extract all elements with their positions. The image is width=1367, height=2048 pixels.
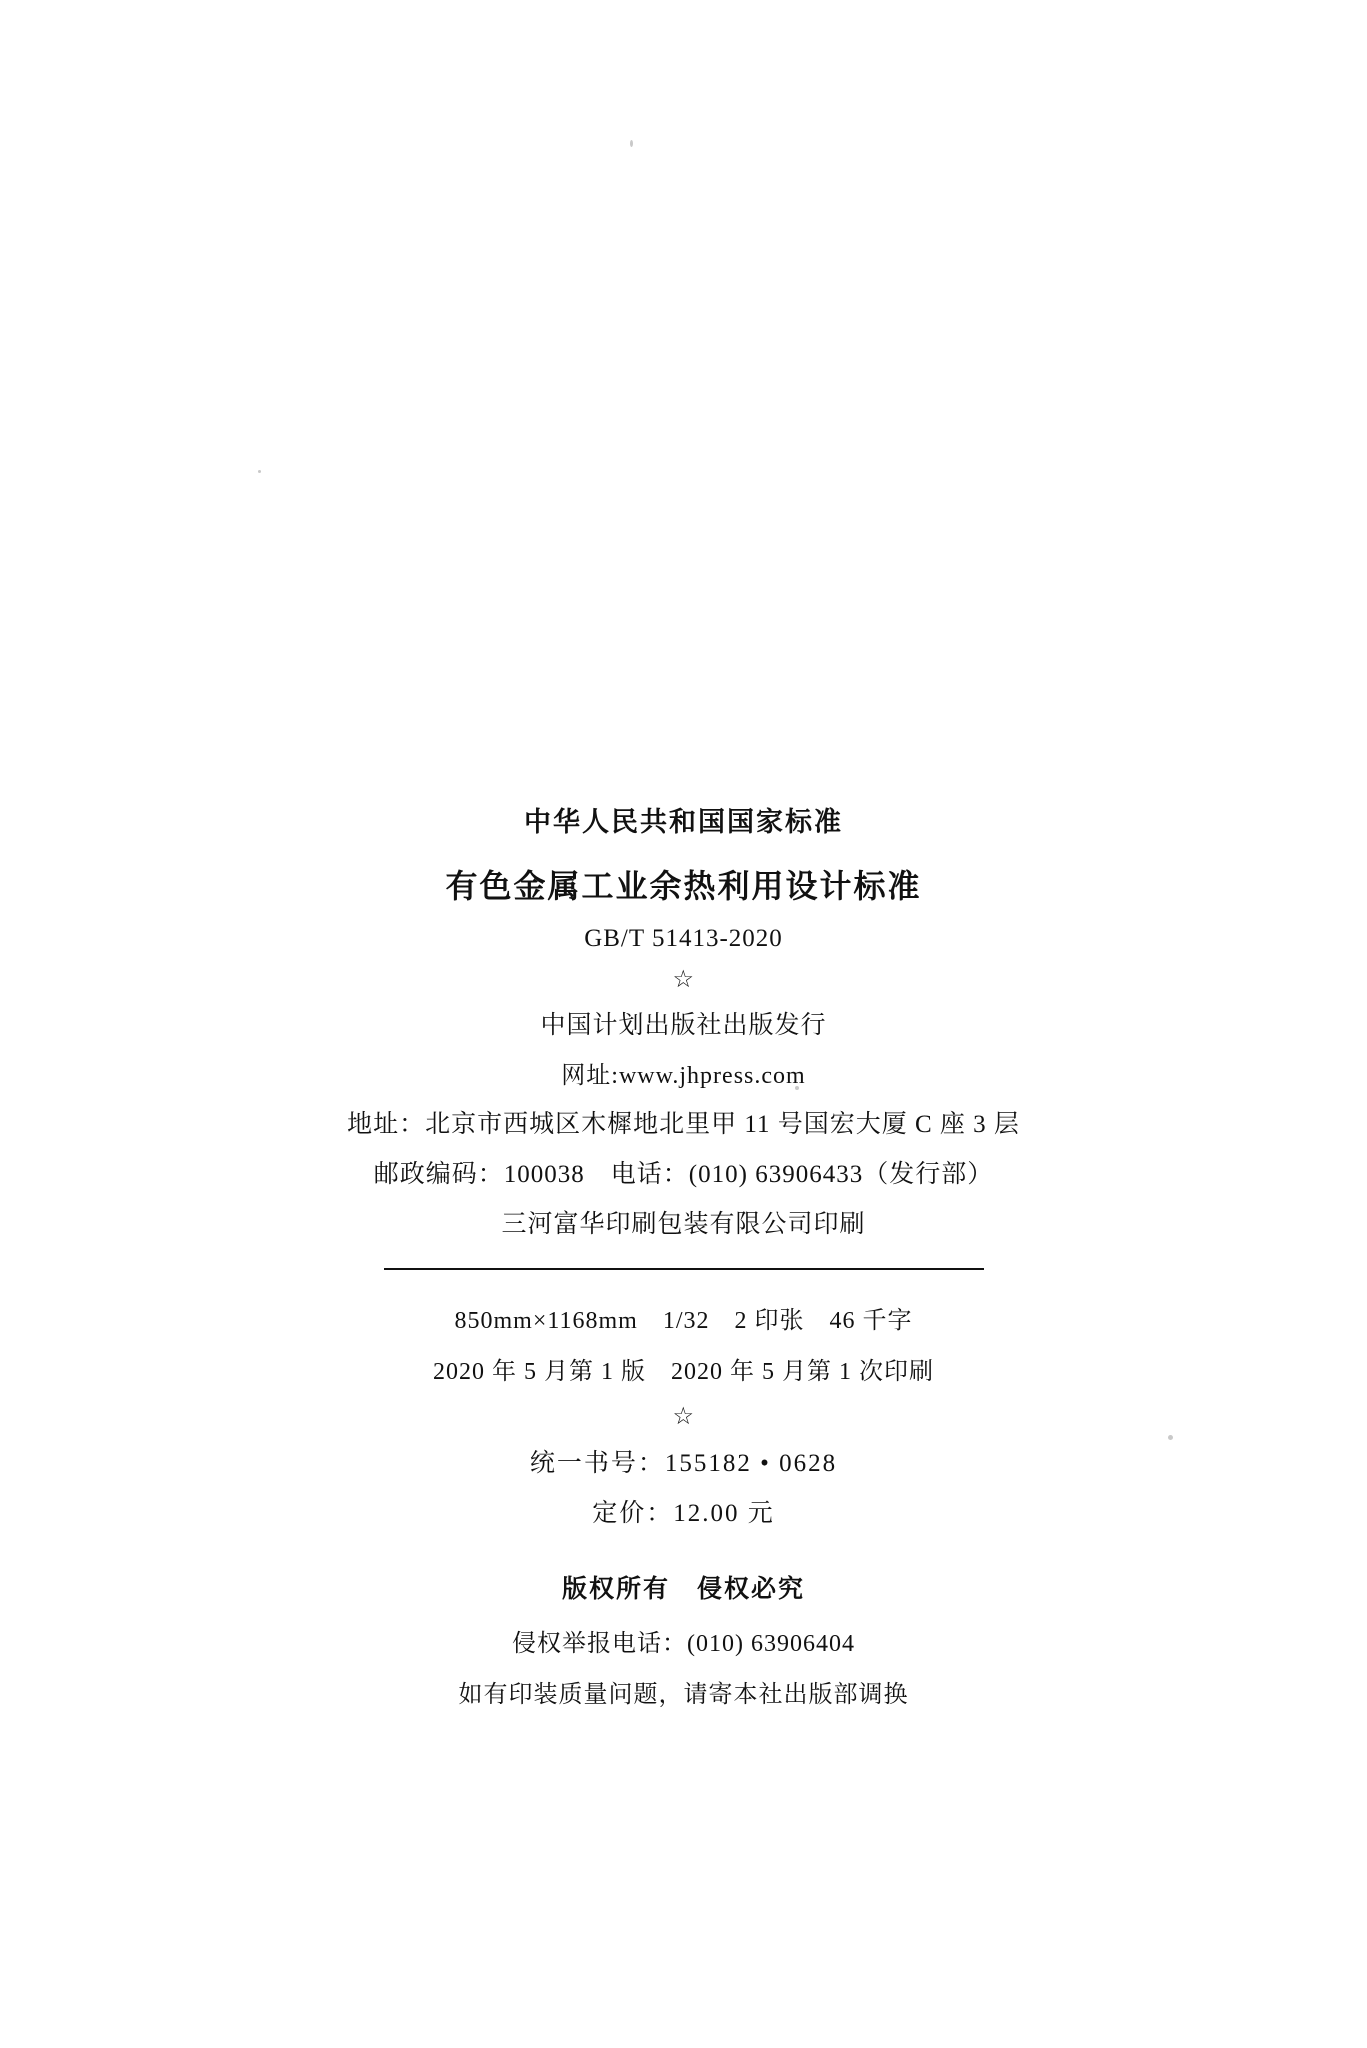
divider [384, 1268, 984, 1270]
postal-and-phone: 邮政编码：100038 电话：(010) 63906433（发行部） [373, 1161, 994, 1189]
unified-book-number: 统一书号：155182 • 0628 [529, 1450, 838, 1478]
copyright-notice: 版权所有 侵权必究 [561, 1576, 805, 1604]
printer: 三河富华印刷包装有限公司印刷 [501, 1211, 866, 1239]
paper-speck [258, 470, 261, 473]
star-icon-secondary: ☆ [672, 1404, 695, 1431]
publisher: 中国计划出版社出版发行 [540, 1012, 827, 1040]
star-icon: ☆ [672, 967, 695, 993]
standard-code: GB/T 51413-2020 [584, 925, 783, 952]
price: 定价：12.00 元 [592, 1500, 775, 1528]
standard-title: 有色金属工业余热利用设计标准 [445, 868, 922, 904]
edition-line: 2020 年 5 月第 1 版 2020 年 5 月第 1 次印刷 [433, 1359, 934, 1386]
national-standard-label: 中华人民共和国国家标准 [524, 807, 843, 837]
address: 地址：北京市西城区木樨地北里甲 11 号国宏大厦 C 座 3 层 [347, 1111, 1020, 1139]
report-phone: 侵权举报电话：(010) 63906404 [512, 1631, 855, 1658]
website: 网址:www.jhpress.com [561, 1063, 806, 1090]
quality-note: 如有印装质量问题，请寄本社出版部调换 [458, 1682, 909, 1709]
colophon-block [0, 800, 1367, 1725]
paper-speck [630, 140, 633, 147]
format-line: 850mm×1168mm 1/32 2 印张 46 千字 [454, 1308, 913, 1335]
